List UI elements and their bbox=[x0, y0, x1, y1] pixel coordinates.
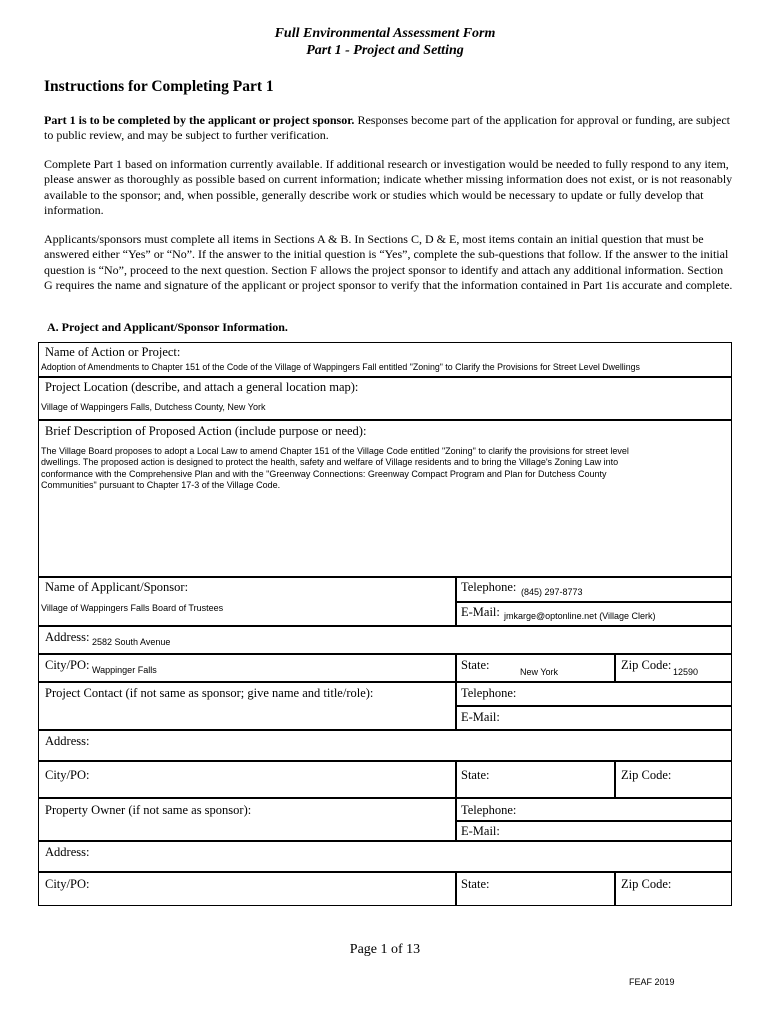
property-owner-zip-label: Zip Code: bbox=[621, 877, 672, 891]
form-subtitle: Part 1 - Project and Setting bbox=[306, 43, 464, 58]
property-owner-telephone-label: Telephone: bbox=[461, 803, 517, 817]
applicant-address-label: Address: bbox=[45, 630, 90, 644]
form-title: Full Environmental Assessment Form bbox=[274, 26, 496, 41]
section-a-heading: A. Project and Applicant/Sponsor Information. bbox=[47, 320, 288, 334]
project-contact-zip-label: Zip Code: bbox=[621, 768, 672, 782]
property-owner-address-cell bbox=[38, 841, 732, 872]
applicant-telephone-label: Telephone: bbox=[461, 580, 517, 594]
project-contact-telephone-label: Telephone: bbox=[461, 686, 517, 700]
name-of-action-field[interactable]: Adoption of Amendments to Chapter 151 of the Code of the Village of Wappingers Fall entitled "Zoning" to Clarify the Provisions for Street Level Dwellings bbox=[41, 362, 640, 372]
brief-description-cell bbox=[38, 420, 732, 577]
instructions-p1-rest: Responses become part of the application for approval or funding, are subject to public review, and may be subject to further verification. bbox=[44, 113, 730, 143]
name-of-action-label: Name of Action or Project: bbox=[45, 345, 181, 359]
project-location-field[interactable]: Village of Wappingers Falls, Dutchess County, New York bbox=[41, 402, 266, 412]
property-owner-city-label: City/PO: bbox=[45, 877, 90, 891]
applicant-name-label: Name of Applicant/Sponsor: bbox=[45, 580, 189, 594]
applicant-name-field[interactable]: Village of Wappingers Falls Board of Trustees bbox=[41, 603, 224, 613]
project-contact-address-label: Address: bbox=[45, 734, 90, 748]
form-id: FEAF 2019 bbox=[629, 977, 675, 987]
project-contact-state-label: State: bbox=[461, 768, 490, 782]
property-owner-label: Property Owner (if not same as sponsor): bbox=[45, 803, 252, 817]
applicant-state-field[interactable]: New York bbox=[520, 667, 559, 677]
applicant-city-label: City/PO: bbox=[45, 658, 90, 672]
applicant-zip-field[interactable]: 12590 bbox=[673, 667, 699, 677]
applicant-zip-label: Zip Code: bbox=[621, 658, 672, 672]
project-contact-label: Project Contact (if not same as sponsor; give name and title/role): bbox=[45, 686, 374, 700]
project-contact-address-cell bbox=[38, 730, 732, 761]
project-contact-email-label: E-Mail: bbox=[461, 710, 500, 724]
project-contact-city-label: City/PO: bbox=[45, 768, 90, 782]
applicant-email-field[interactable]: jmkarge@optonline.net (Village Clerk) bbox=[504, 611, 656, 621]
brief-description-field[interactable]: The Village Board proposes to adopt a Local Law to amend Chapter 151 of the Village Code entitled "Zoning" to clarify the provisions for street level dwellings. The proposed action is designed to protect the health, safety and welfare of Village residents and to bring the Village's Zoning Law into conformance with the Comprehensive Plan and with the "Greenway Connections: Greenway Compact Program and Plan for Dutchess County Communities" pursuant to Chapter 17-3 of the Village Code. bbox=[41, 446, 629, 490]
applicant-state-label: State: bbox=[461, 658, 490, 672]
instructions-paragraph-2: Complete Part 1 based on information currently available. If additional research or investigation would be needed to fully respond to any item, please answer as thoroughly as possible based on current information; indicate whether missing information does not exist, or is not reasonably available to the sponsor; and, when possible, generally describe work or studies which would be necessary to update or fully develop that information. bbox=[44, 157, 733, 218]
applicant-city-field[interactable]: Wappinger Falls bbox=[92, 665, 157, 675]
instructions-paragraph-1 bbox=[44, 113, 734, 144]
brief-description-label: Brief Description of Proposed Action (include purpose or need): bbox=[45, 424, 367, 438]
applicant-telephone-field[interactable]: (845) 297-8773 bbox=[521, 587, 583, 597]
property-owner-state-label: State: bbox=[461, 877, 490, 891]
property-owner-city-cell bbox=[38, 872, 456, 906]
project-contact-city-cell bbox=[38, 761, 456, 798]
property-owner-email-label: E-Mail: bbox=[461, 824, 500, 838]
instructions-heading: Instructions for Completing Part 1 bbox=[44, 78, 274, 95]
page-number: Page 1 of 13 bbox=[349, 942, 421, 957]
applicant-address-field[interactable]: 2582 South Avenue bbox=[92, 637, 171, 647]
instructions-paragraph-3: Applicants/sponsors must complete all items in Sections A & B. In Sections C, D & E, most items contain an initial question that must be answered either “Yes” or “No”. If the answer to the initial question is “Yes”, complete the sub-questions that follow. If the answer to the initial question is “No”, proceed to the next question. Section F allows the project sponsor to identify and attach any additional information. Section G requires the name and signature of the applicant or project sponsor to verify that the information contained in Part 1is accurate and complete. bbox=[44, 232, 733, 293]
applicant-email-label: E-Mail: bbox=[461, 605, 500, 619]
project-location-label: Project Location (describe, and attach a general location map): bbox=[45, 380, 359, 394]
property-owner-address-label: Address: bbox=[45, 845, 90, 859]
instructions-p1-bold: Part 1 is to be completed by the applicant or project sponsor. bbox=[44, 113, 355, 127]
